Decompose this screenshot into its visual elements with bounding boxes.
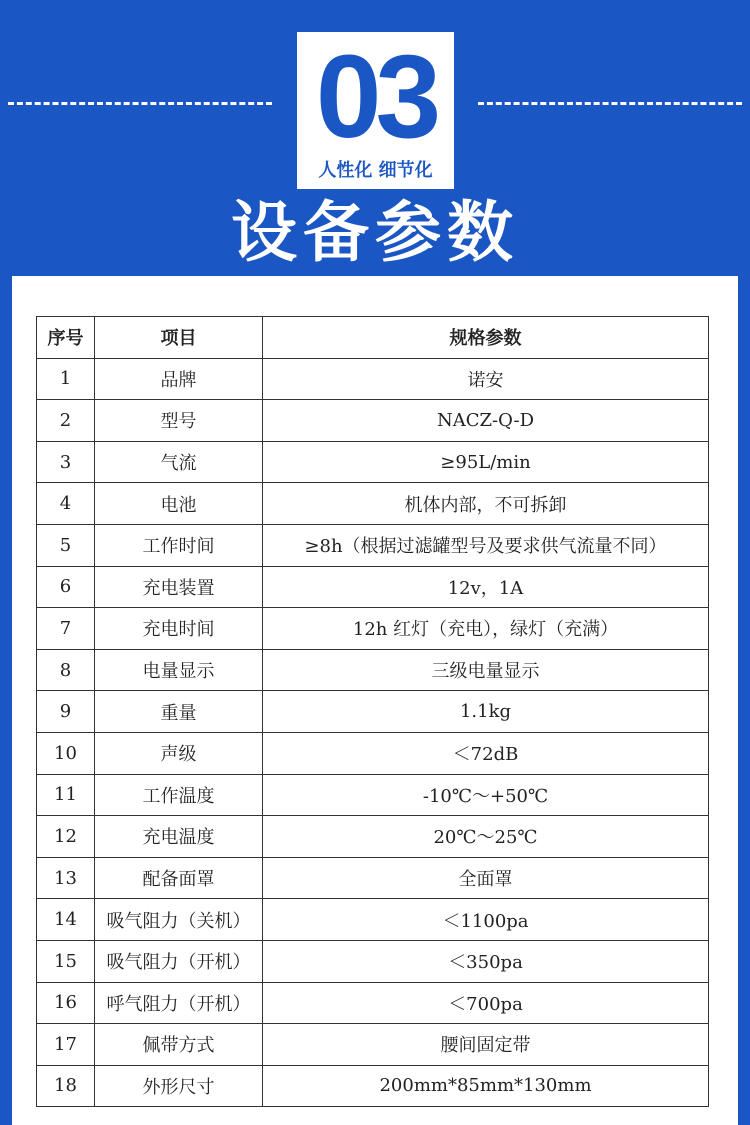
row-spec: 1.1kg xyxy=(263,691,709,733)
table-row xyxy=(37,940,709,982)
row-item: 外形尺寸 xyxy=(95,1065,263,1107)
row-number: 11 xyxy=(37,774,95,816)
dashed-divider-right xyxy=(478,102,742,105)
table-row xyxy=(37,774,709,816)
row-number: 7 xyxy=(37,608,95,650)
row-number: 10 xyxy=(37,732,95,774)
row-number: 8 xyxy=(37,649,95,691)
section-number: 03 xyxy=(315,31,436,163)
row-item: 型号 xyxy=(95,400,263,442)
row-spec: ＜350pa xyxy=(263,940,709,982)
row-number: 3 xyxy=(37,441,95,483)
spec-panel xyxy=(12,276,738,1125)
row-spec: 机体内部，不可拆卸 xyxy=(263,483,709,525)
row-item: 声级 xyxy=(95,732,263,774)
table-row xyxy=(37,524,709,566)
table-row xyxy=(37,649,709,691)
row-number: 5 xyxy=(37,524,95,566)
row-spec: 20℃～25℃ xyxy=(263,816,709,858)
row-item: 呼气阻力（开机） xyxy=(95,982,263,1024)
table-row xyxy=(37,441,709,483)
row-spec: 三级电量显示 xyxy=(263,649,709,691)
table-row xyxy=(37,608,709,650)
table-row xyxy=(37,1024,709,1066)
table-row xyxy=(37,691,709,733)
row-spec: 腰间固定带 xyxy=(263,1024,709,1066)
row-item: 配备面罩 xyxy=(95,857,263,899)
table-row xyxy=(37,1065,709,1107)
row-spec: 12v，1A xyxy=(263,566,709,608)
table-row xyxy=(37,816,709,858)
spec-table xyxy=(36,316,709,1107)
dashed-divider-left xyxy=(8,102,272,105)
row-spec: 全面罩 xyxy=(263,857,709,899)
row-number: 1 xyxy=(37,358,95,400)
row-item: 电池 xyxy=(95,483,263,525)
row-spec: ≥95L/min xyxy=(263,441,709,483)
row-number: 14 xyxy=(37,899,95,941)
row-spec: ＜72dB xyxy=(263,732,709,774)
row-number: 17 xyxy=(37,1024,95,1066)
row-number: 13 xyxy=(37,857,95,899)
row-spec: 12h 红灯（充电），绿灯（充满） xyxy=(263,608,709,650)
table-header-row xyxy=(37,317,709,359)
row-number: 4 xyxy=(37,483,95,525)
table-row xyxy=(37,857,709,899)
row-item: 品牌 xyxy=(95,358,263,400)
row-item: 充电时间 xyxy=(95,608,263,650)
row-spec: ≥8h（根据过滤罐型号及要求供气流量不同） xyxy=(263,524,709,566)
table-row xyxy=(37,566,709,608)
row-spec: NACZ-Q-D xyxy=(263,400,709,442)
row-spec: -10℃～+50℃ xyxy=(263,774,709,816)
row-item: 电量显示 xyxy=(95,649,263,691)
row-item: 重量 xyxy=(95,691,263,733)
table-row xyxy=(37,400,709,442)
row-item: 工作温度 xyxy=(95,774,263,816)
row-spec: ＜700pa xyxy=(263,982,709,1024)
row-number: 2 xyxy=(37,400,95,442)
row-spec: ＜1100pa xyxy=(263,899,709,941)
row-item: 吸气阻力（开机） xyxy=(95,940,263,982)
table-row xyxy=(37,732,709,774)
table-row xyxy=(37,358,709,400)
row-item: 工作时间 xyxy=(95,524,263,566)
row-item: 吸气阻力（关机） xyxy=(95,899,263,941)
page-title: 设备参数 xyxy=(231,194,519,271)
row-number: 12 xyxy=(37,816,95,858)
table-row xyxy=(37,982,709,1024)
column-header-spec: 规格参数 xyxy=(263,317,709,359)
row-number: 18 xyxy=(37,1065,95,1107)
row-number: 6 xyxy=(37,566,95,608)
row-number: 9 xyxy=(37,691,95,733)
row-spec: 诺安 xyxy=(263,358,709,400)
row-spec: 200mm*85mm*130mm xyxy=(263,1065,709,1107)
table-row xyxy=(37,899,709,941)
row-item: 气流 xyxy=(95,441,263,483)
column-header-number: 序号 xyxy=(37,317,95,359)
section-subtitle: 人性化 细节化 xyxy=(318,160,433,181)
table-row xyxy=(37,483,709,525)
row-item: 充电装置 xyxy=(95,566,263,608)
section-badge xyxy=(297,32,454,189)
row-item: 佩带方式 xyxy=(95,1024,263,1066)
row-item: 充电温度 xyxy=(95,816,263,858)
row-number: 16 xyxy=(37,982,95,1024)
column-header-item: 项目 xyxy=(95,317,263,359)
row-number: 15 xyxy=(37,940,95,982)
